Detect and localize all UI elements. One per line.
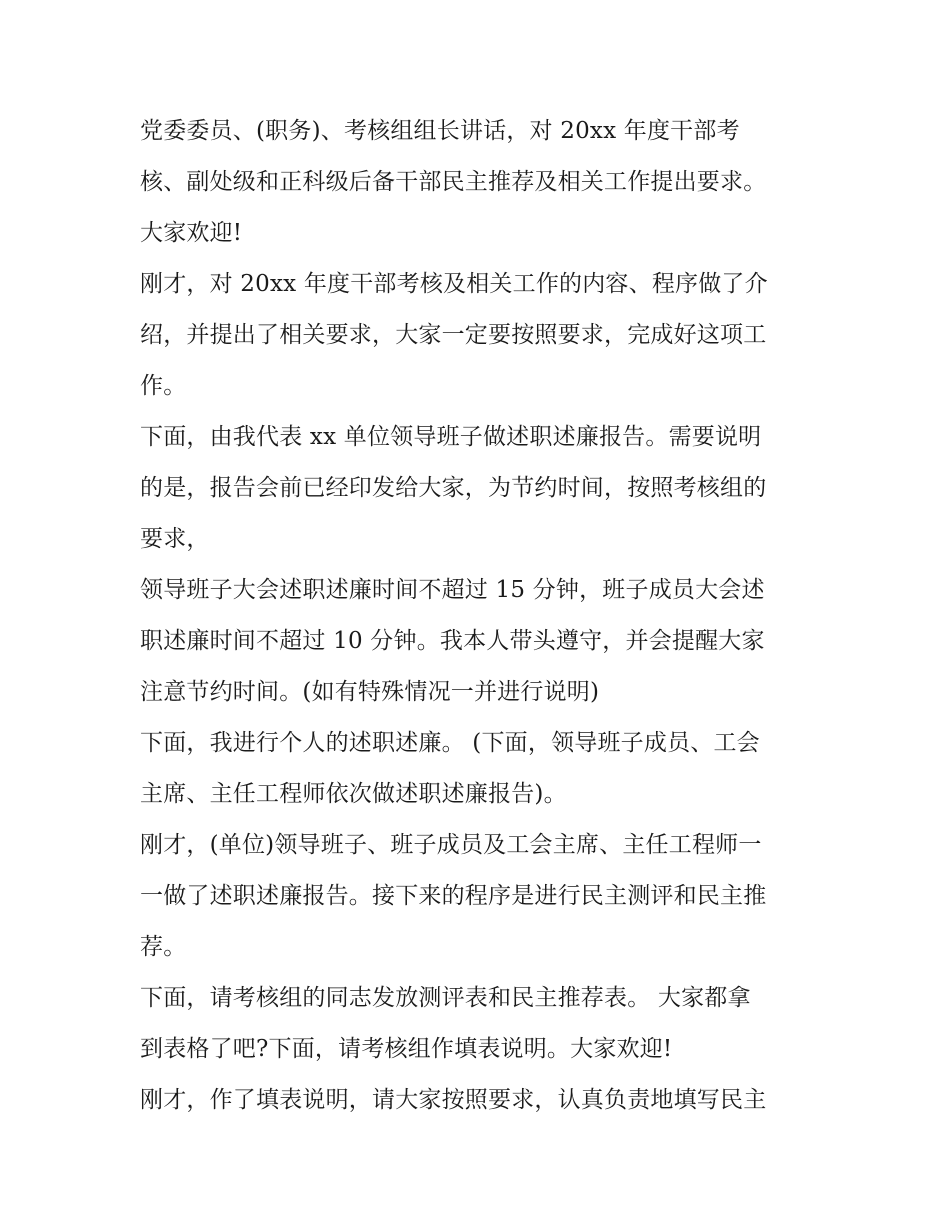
text-line: 刚才，对 20xx 年度干部考核及相关工作的内容、程序做了介	[140, 271, 768, 297]
text-line: 绍，并提出了相关要求，大家一定要按照要求，完成好这项工	[140, 322, 767, 348]
text-line: 到表格了吧?下面，请考核组作填表说明。大家欢迎!	[140, 1036, 673, 1062]
text-line: 主席、主任工程师依次做述职述廉报告)。	[140, 781, 567, 807]
document-body	[140, 106, 820, 1126]
text-line: 注意节约时间。(如有特殊情况一并进行说明)	[140, 679, 600, 705]
text-line: 下面，我进行个人的述职述廉。 (下面，领导班子成员、工会	[140, 730, 760, 756]
text-line: 刚才，作了填表说明，请大家按照要求，认真负责地填写民主	[140, 1087, 767, 1113]
text-line: 大家欢迎!	[140, 220, 243, 246]
text-line: 一做了述职述廉报告。接下来的程序是进行民主测评和民主推	[140, 883, 767, 909]
text-line: 核、副处级和正科级后备干部民主推荐及相关工作提出要求。	[140, 169, 767, 195]
text-line: 荐。	[140, 934, 187, 960]
text-line: 领导班子大会述职述廉时间不超过 15 分钟，班子成员大会述	[140, 577, 765, 603]
text-line: 要求，	[140, 526, 210, 552]
text-line: 下面，由我代表 xx 单位领导班子做述职述廉报告。需要说明	[140, 424, 762, 450]
text-line: 的是，报告会前已经印发给大家，为节约时间，按照考核组的	[140, 475, 767, 501]
text-line: 党委委员、(职务)、考核组组长讲话，对 20xx 年度干部考	[140, 118, 740, 144]
text-line: 下面，请考核组的同志发放测评表和民主推荐表。 大家都拿	[140, 985, 751, 1011]
text-line: 作。	[140, 373, 187, 399]
text-line: 职述廉时间不超过 10 分钟。我本人带头遵守，并会提醒大家	[140, 628, 765, 654]
text-line: 刚才，(单位)领导班子、班子成员及工会主席、主任工程师一	[140, 832, 762, 858]
